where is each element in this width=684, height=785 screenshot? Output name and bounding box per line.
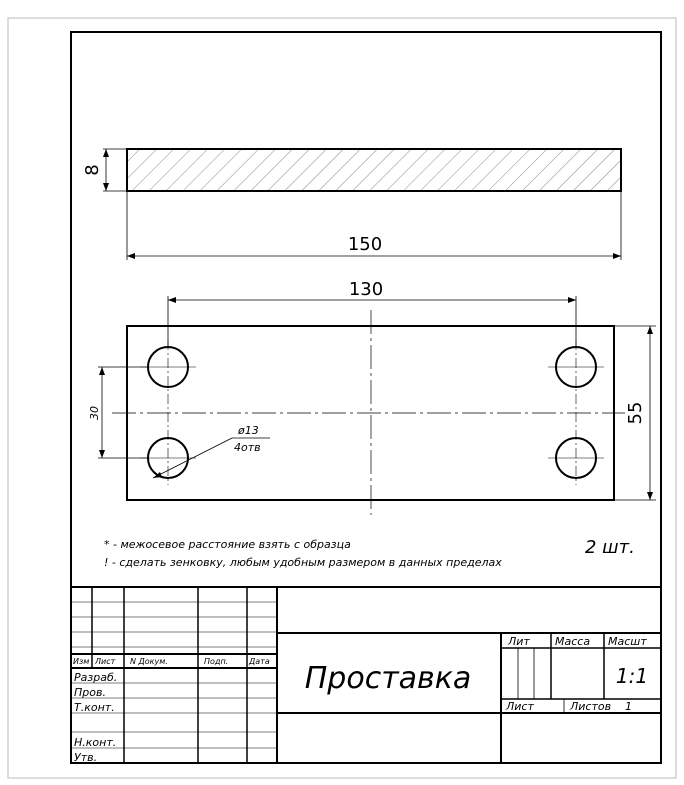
col-sign: Подп. xyxy=(204,657,229,666)
col-list: Лист xyxy=(95,657,116,666)
hole-diameter-label: ø13 xyxy=(238,424,259,437)
col-doc: N Докум. xyxy=(130,657,168,666)
label-lit: Лит xyxy=(508,635,530,648)
title-block xyxy=(71,587,661,764)
col-date: Дата xyxy=(249,657,270,666)
note-line-2: ! - сделать зенковку, любым удобным размером в данных пределах xyxy=(104,556,502,569)
hole-spacing-x-dimension: 130 xyxy=(348,279,384,300)
overall-length-dimension: 150 xyxy=(347,234,383,255)
hole-count-label: 4отв xyxy=(234,441,261,454)
scale-value: 1:1 xyxy=(615,664,649,688)
row-prov: Пров. xyxy=(74,686,106,699)
label-sheet: Лист xyxy=(506,700,534,713)
row-nkont: Н.конт. xyxy=(74,736,117,749)
col-izm: Изм xyxy=(73,657,90,666)
side-view xyxy=(82,149,621,260)
drawing-title: Проставка xyxy=(304,661,472,696)
hole-spacing-y-dimension: 30 xyxy=(88,406,101,420)
width-dimension: 55 xyxy=(625,401,646,425)
quantity-label: 2 шт. xyxy=(585,537,635,558)
label-sheets: Листов xyxy=(570,700,612,713)
label-massa: Масса xyxy=(555,635,591,648)
row-razrab: Разраб. xyxy=(74,671,118,684)
sheets-count: 1 xyxy=(625,700,632,713)
side-view-section xyxy=(127,149,621,191)
thickness-dimension: 8 xyxy=(82,164,103,176)
row-utv: Утв. xyxy=(74,751,98,764)
row-tkont: Т.конт. xyxy=(74,701,115,714)
label-masshtab: Масшт xyxy=(608,635,647,648)
top-view xyxy=(88,279,656,515)
note-line-1: * - межосевое расстояние взять с образца xyxy=(104,538,351,551)
